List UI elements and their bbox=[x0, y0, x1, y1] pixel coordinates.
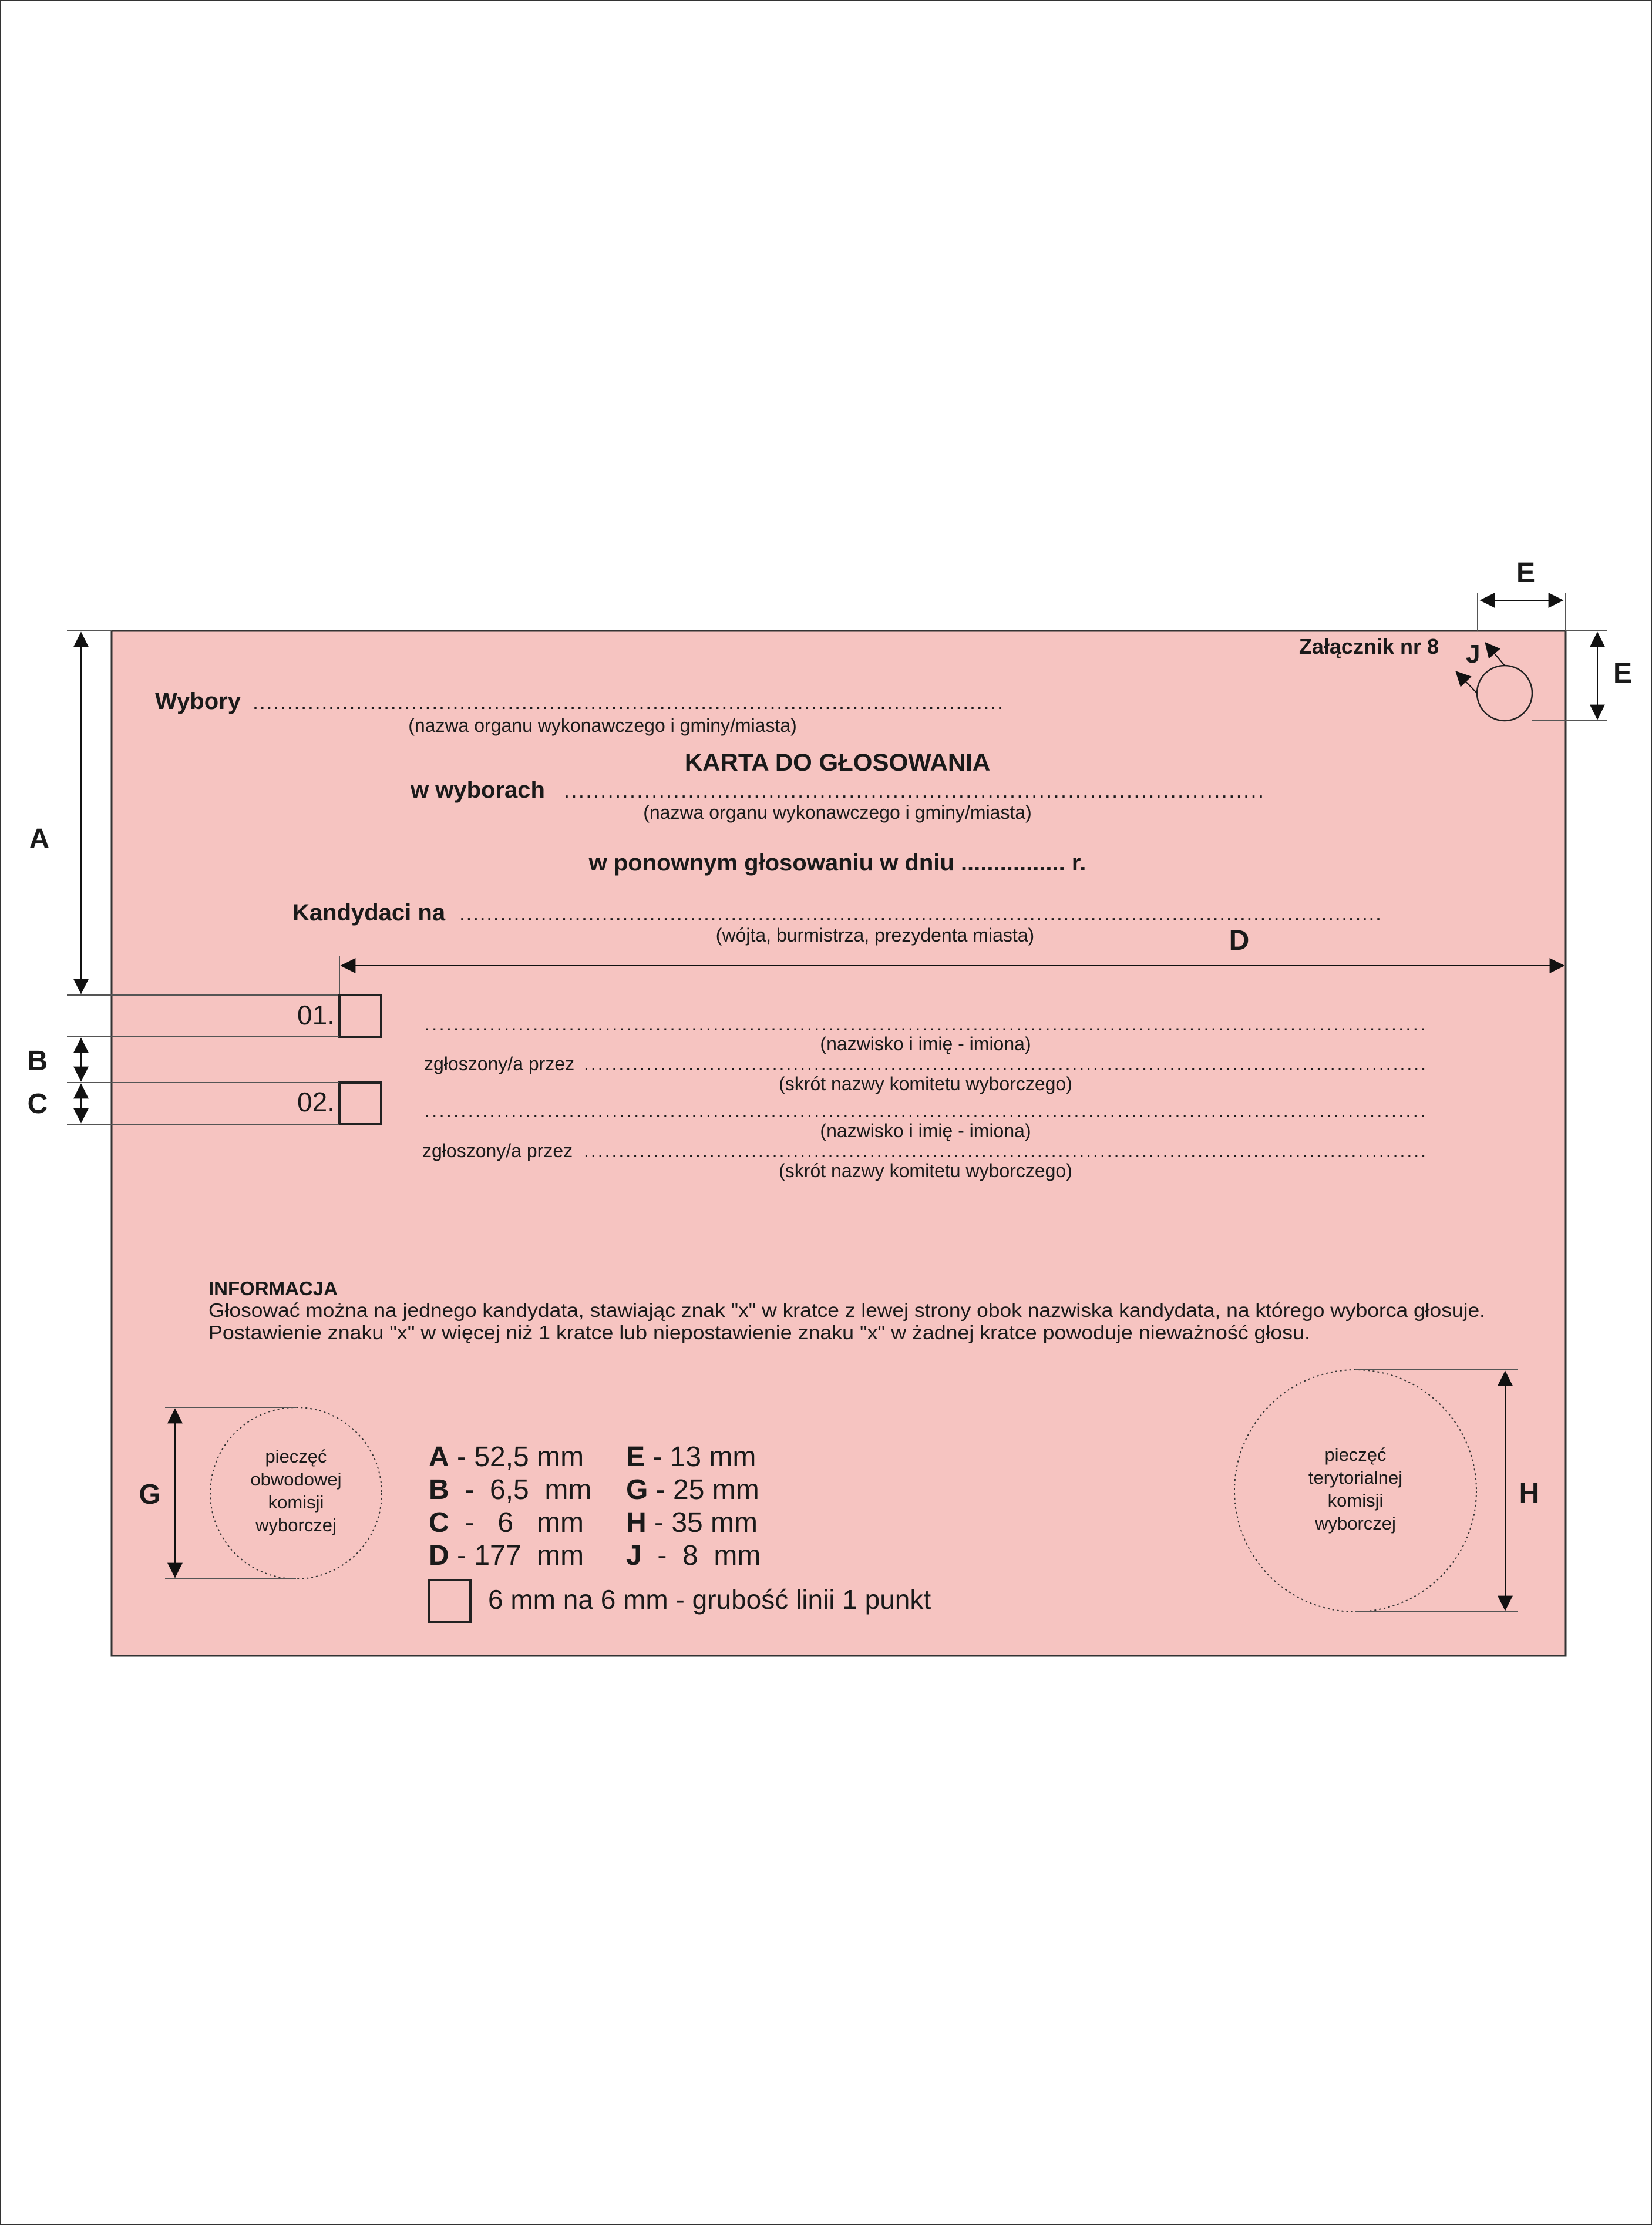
candidate-submitted-label-2: zgłoszony/a przez bbox=[422, 1140, 573, 1161]
stamp-right-line-2: terytorialnej bbox=[1308, 1467, 1403, 1488]
legend-row-h: H - 35 mm bbox=[626, 1507, 758, 1538]
candidate-name-caption-1: (nazwisko i imię - imiona) bbox=[820, 1033, 1031, 1054]
stamp-left-line-1: pieczęć bbox=[265, 1446, 327, 1467]
dimension-label-b: B bbox=[27, 1046, 48, 1077]
dimension-label-h: H bbox=[1519, 1478, 1540, 1509]
legend-row-g: G - 25 mm bbox=[626, 1474, 759, 1505]
dimension-label-e-top: E bbox=[1516, 557, 1536, 589]
legend-row-d: D - 177 mm bbox=[429, 1540, 584, 1571]
dimension-label-g: G bbox=[139, 1479, 161, 1510]
legend-row-b: B - 6,5 mm bbox=[429, 1474, 592, 1505]
candidate-submitted-dots-2: ......................................................................................................................... bbox=[584, 1140, 1427, 1161]
election-caption: (nazwa organu wykonawczego i gminy/miasta) bbox=[408, 715, 797, 736]
dimension-label-d: D bbox=[1229, 925, 1250, 956]
information-line-1: Głosować można na jednego kandydata, stawiając znak "x" w kratce z lewej strony obok nazwiska kandydata, na którego wyborca głosuje. bbox=[208, 1299, 1485, 1321]
election-dots: ............................................................................................................. bbox=[253, 690, 1004, 714]
legend-row-e: E - 13 mm bbox=[626, 1441, 756, 1473]
legend-row-j: J - 8 mm bbox=[626, 1540, 761, 1571]
stamp-left-line-3: komisji bbox=[268, 1492, 324, 1513]
election-label: Wybory bbox=[155, 688, 241, 714]
stamp-left-line-2: obwodowej bbox=[250, 1469, 342, 1490]
candidate-number-1: 01. bbox=[297, 1000, 335, 1030]
repeat-vote-line: w ponownym głosowaniu w dniu ................ r. bbox=[588, 850, 1086, 876]
stamp-right-line-4: wyborczej bbox=[1315, 1513, 1396, 1534]
candidates-dots: ........................................................................................................................................ bbox=[459, 901, 1382, 925]
dimension-label-e-right: E bbox=[1613, 658, 1633, 689]
stamp-right-line-3: komisji bbox=[1327, 1490, 1384, 1511]
elections-label: w wyborach bbox=[411, 777, 545, 803]
ballot-drawing bbox=[1, 1, 1651, 2224]
dimension-label-j: J bbox=[1466, 640, 1481, 668]
candidate-name-dots-1: ........................................................................................................................................... bbox=[425, 1013, 1426, 1034]
candidates-label: Kandydaci na bbox=[292, 900, 446, 926]
candidate-committee-caption-2: (skrót nazwy komitetu wyborczego) bbox=[779, 1160, 1072, 1181]
dimension-label-a: A bbox=[29, 824, 50, 855]
legend-box-note: 6 mm na 6 mm - grubość linii 1 punkt bbox=[488, 1584, 931, 1615]
candidate-submitted-label-1: zgłoszony/a przez bbox=[424, 1053, 575, 1074]
candidates-caption: (wójta, burmistrza, prezydenta miasta) bbox=[715, 925, 1035, 946]
stamp-left-line-4: wyborczej bbox=[255, 1515, 337, 1535]
legend-row-a: A - 52,5 mm bbox=[429, 1441, 584, 1473]
ballot-title: KARTA DO GŁOSOWANIA bbox=[684, 748, 991, 776]
candidate-name-dots-2: ........................................................................................................................................... bbox=[425, 1100, 1426, 1121]
information-heading: INFORMACJA bbox=[208, 1278, 338, 1299]
information-line-2: Postawienie znaku "x" w więcej niż 1 kratce lub niepostawienie znaku "x" w żadnej kratce powoduje nieważność głosu. bbox=[208, 1322, 1310, 1343]
dimension-label-c: C bbox=[27, 1088, 48, 1120]
elections-dots: ................................................................................................ bbox=[564, 778, 1265, 802]
elections-caption: (nazwa organu wykonawczego i gminy/miasta) bbox=[643, 802, 1032, 823]
annex-label: Załącznik nr 8 bbox=[1298, 634, 1439, 658]
candidate-number-2: 02. bbox=[297, 1087, 335, 1117]
stamp-right-line-1: pieczęć bbox=[1324, 1444, 1387, 1465]
candidate-submitted-dots-1: ......................................................................................................................... bbox=[584, 1053, 1427, 1074]
candidate-committee-caption-1: (skrót nazwy komitetu wyborczego) bbox=[779, 1073, 1072, 1094]
legend-row-c: C - 6 mm bbox=[429, 1507, 584, 1538]
candidate-name-caption-2: (nazwisko i imię - imiona) bbox=[820, 1120, 1031, 1141]
